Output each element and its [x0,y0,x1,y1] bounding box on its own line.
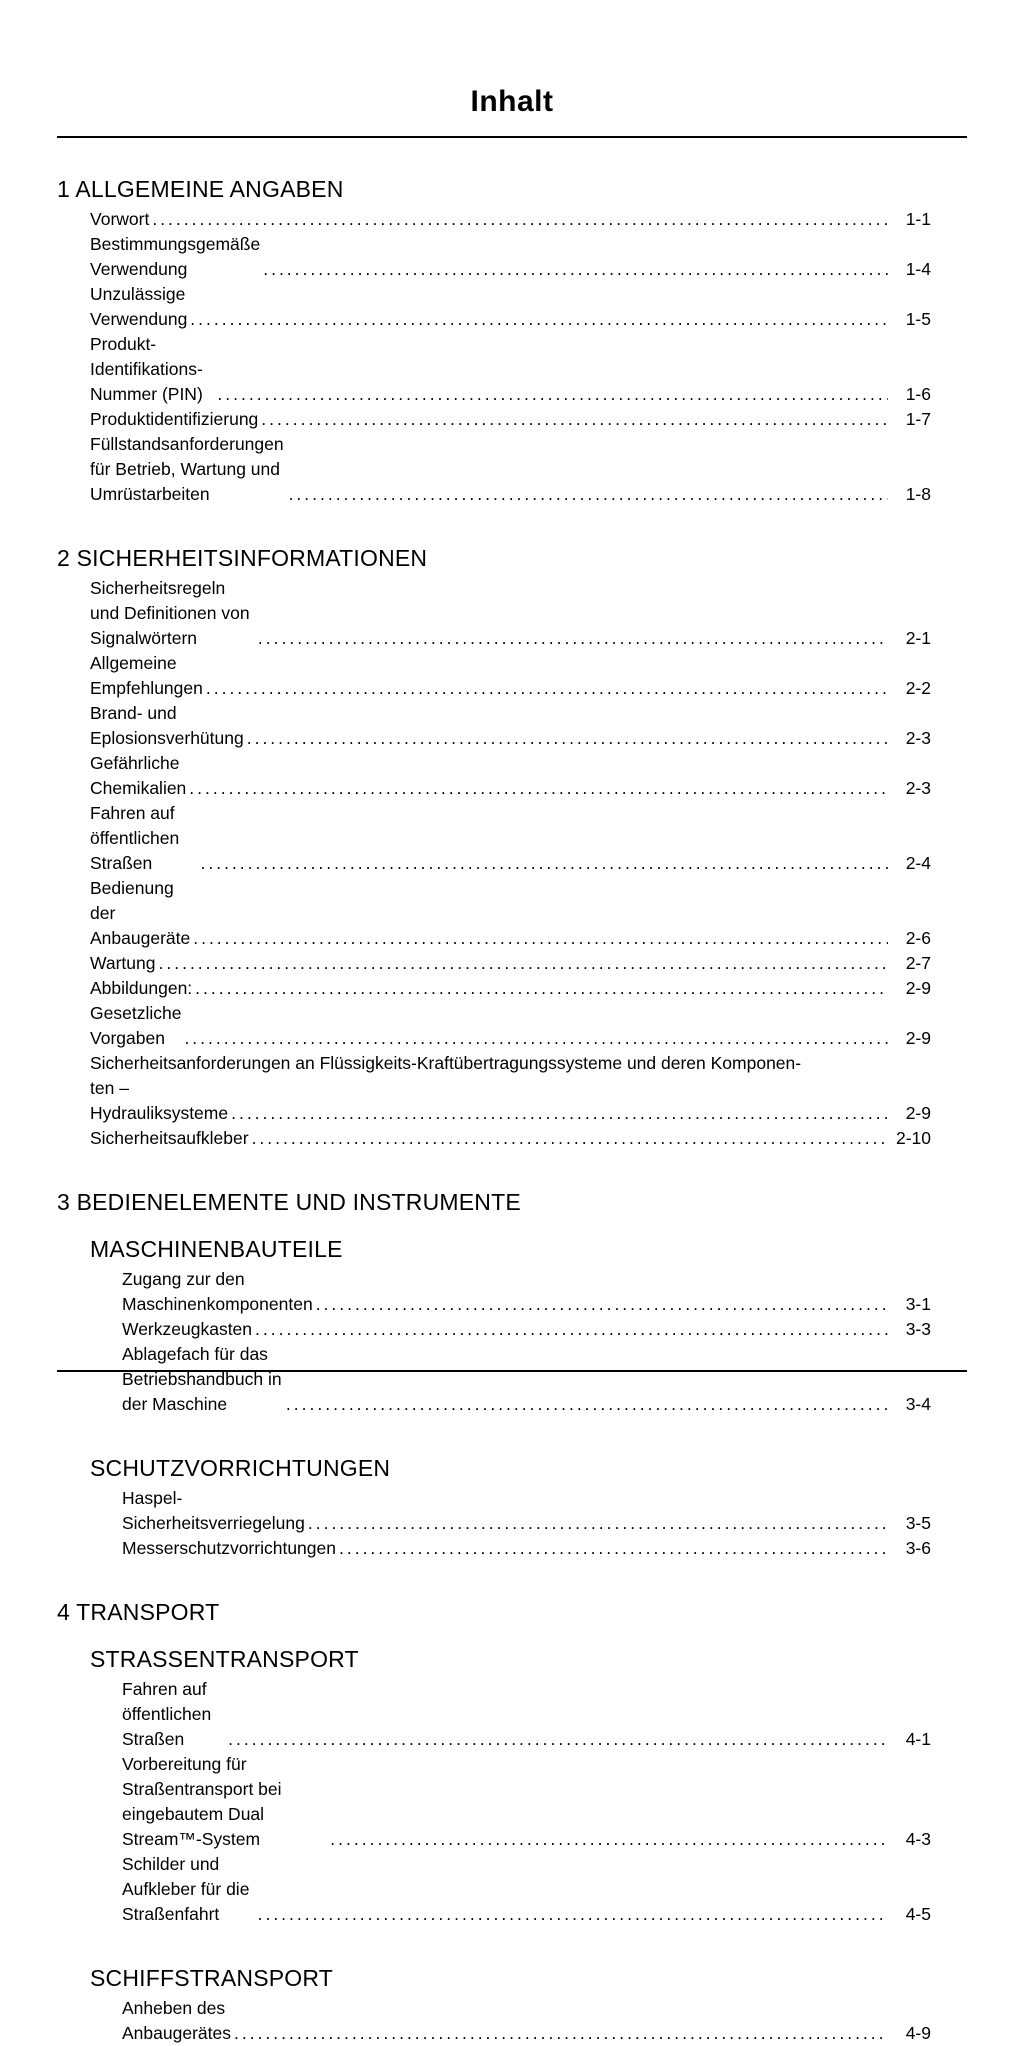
toc-entry-row [122,1486,931,1536]
toc-entry-title: Fahren auf öffentlichen Straßen [90,803,180,873]
toc-entry-page-number: 4-9 [905,2023,931,2043]
toc-entry-page-number: 3-1 [905,1294,931,1314]
toc-entry [90,701,931,751]
leader-dots [258,1902,888,1927]
leader-dots [206,676,888,701]
toc-section-heading: 1 ALLGEMEINE ANGABEN [57,176,344,202]
toc-entry-title: Zugang zur den Maschinenkomponenten [122,1269,313,1314]
toc-entry-page-number: 3-4 [905,1394,931,1414]
toc-entry [122,1536,931,1561]
toc-entry-page-number: 2-6 [905,928,931,948]
toc-entry [122,1267,931,1317]
toc-entry-row [90,876,931,951]
leader-dots [308,1511,888,1536]
page-title: Inhalt [470,85,554,118]
toc-entry-page-number: 2-2 [905,678,931,698]
toc-subsection [90,1455,967,1561]
toc-entry-title: Allgemeine Empfehlungen [90,653,203,698]
toc-entry [122,1752,931,1852]
leader-dots [189,776,888,801]
toc-entry-row [90,432,931,507]
toc-entry-row [90,801,931,876]
toc-entry-row [90,701,931,751]
leader-dots [217,382,888,407]
toc-entry [122,1677,931,1752]
toc-section-heading: 3 BEDIENELEMENTE UND INSTRUMENTE [57,1189,521,1215]
toc-entry-title: Brand- und Eplosionsverhütung [90,703,244,748]
toc-entry [90,1001,931,1051]
toc-entry-list [90,207,931,507]
toc-entry-row [122,1342,931,1417]
toc-entry-list [90,576,931,1151]
toc-section [57,545,967,1151]
leader-dots [195,976,888,1001]
toc-entry [90,1051,931,1126]
toc-entry-row [90,332,931,407]
toc-section-heading: 4 TRANSPORT [57,1599,220,1625]
toc-entry [90,876,931,951]
toc-entry [90,207,931,232]
leader-dots [286,1392,888,1417]
leader-dots [184,1026,888,1051]
toc-section [57,1189,967,1561]
leader-dots [316,1292,888,1317]
toc-section [57,176,967,507]
toc-entry-page-number: 1-1 [905,209,931,229]
toc-sections [57,176,967,2046]
toc-entry-page-number: 4-3 [905,1829,931,1849]
toc-subsection [90,1646,967,1927]
toc-entry-title: Anheben des Anbaugerätes [122,1998,231,2043]
toc-entry [90,332,931,407]
toc-entry [122,1317,931,1342]
toc-entry-page-number: 1-5 [905,309,931,329]
leader-dots [339,1536,888,1561]
toc-entry [122,1996,931,2046]
toc-entry-row [90,576,931,651]
leader-dots [252,1126,888,1151]
leader-dots [263,257,888,282]
toc-subsection-heading: SCHUTZVORRICHTUNGEN [90,1455,391,1481]
toc-entry-row [90,1001,931,1051]
toc-entry-page-number: 2-10 [895,1128,931,1148]
toc-entry-title: Werkzeugkasten [122,1319,253,1339]
toc-entry-page-number: 2-9 [905,1028,931,1048]
toc-entry-row [90,407,931,432]
toc-entry-title: Bedienung der Anbaugeräte [90,878,191,948]
toc-entry-row [90,951,931,976]
toc-entry-title: Sicherheitsaufkleber [90,1128,249,1148]
toc-entry-list [122,1267,931,1417]
toc-entry [90,801,931,876]
toc-subsection [90,1965,967,2046]
toc-entry-list [122,1996,931,2046]
toc-entry-row [122,1996,931,2046]
toc-entry [90,282,931,332]
toc-entry-title: Wartung [90,953,156,973]
leader-dots [231,1101,888,1126]
leader-dots [234,2021,888,2046]
toc-entry-row [90,282,931,332]
title-divider [57,136,967,138]
toc-entry-row [122,1752,931,1852]
toc-entry [90,1126,931,1151]
leader-dots [159,951,889,976]
toc-subsection [90,1236,967,1417]
toc-entry [90,576,931,651]
toc-entry-row [122,1536,931,1561]
toc-entry-title: Schilder und Aufkleber für die Straßenfahrt [122,1854,250,1924]
toc-entry-list [122,1677,931,1927]
toc-subsection-heading: SCHIFFSTRANSPORT [90,1965,334,1991]
footer-divider [57,1370,967,1372]
leader-dots [190,307,888,332]
toc-entry-title: Füllstandsanforderungen für Betrieb, Wartung und Umrüstarbeiten [90,434,284,504]
toc-entry-title: Unzulässige Verwendung [90,284,188,329]
toc-entry-page-number: 1-4 [905,259,931,279]
toc-entry-wrapped-text: Sicherheitsanforderungen an Flüssigkeits-Kraftübertragungssysteme und deren Komponen- [90,1053,802,1073]
toc-entry-title: Abbildungen: [90,978,193,998]
toc-entry-list [122,1486,931,1561]
toc-entry [90,651,931,701]
toc-entry-page-number: 2-4 [905,853,931,873]
toc-entry-title: Gesetzliche Vorgaben [90,1003,182,1048]
toc-entry-title: Vorbereitung für Straßentransport bei eingebautem Dual Stream™-System [122,1754,282,1849]
leader-dots [228,1727,888,1752]
toc-entry [122,1852,931,1927]
toc-entry [90,432,931,507]
leader-dots [255,1317,888,1342]
toc-entry-title: Produktidentifizierung [90,409,259,429]
toc-entry [90,951,931,976]
leader-dots [258,626,888,651]
toc-entry [90,751,931,801]
toc-entry-row [90,1076,931,1126]
toc-entry-title: Messerschutzvorrichtungen [122,1538,336,1558]
leader-dots [152,207,888,232]
toc-entry-row [122,1267,931,1317]
toc-entry-row [90,232,931,282]
toc-entry-row [122,1852,931,1927]
toc-entry-page-number: 2-3 [905,728,931,748]
toc-entry-title: Bestimmungsgemäße Verwendung [90,234,261,279]
toc-entry [122,1342,931,1417]
leader-dots [247,726,888,751]
toc-entry-page-number: 2-9 [905,978,931,998]
toc-entry-page-number: 3-6 [905,1538,931,1558]
toc-entry-page-number: 4-5 [905,1904,931,1924]
toc-entry-row [90,976,931,1001]
toc-entry-row [122,1677,931,1752]
toc-entry [90,407,931,432]
toc-subsection-heading: MASCHINENBAUTEILE [90,1236,343,1262]
toc-entry-page-number: 1-7 [905,409,931,429]
leader-dots [193,926,888,951]
toc-entry [90,232,931,282]
toc-entry-row [122,1317,931,1342]
toc-section [57,1599,967,2046]
toc-entry-page-number: 3-5 [905,1513,931,1533]
toc-entry-title: Ablagefach für das Betriebshandbuch in der Maschine [122,1344,282,1414]
toc-entry-row [90,1126,931,1151]
toc-entry-title: Fahren auf öffentlichen Straßen [122,1679,212,1749]
toc-entry-title: Produkt-Identifikations-Nummer (PIN) [90,334,203,404]
toc-entry-title: Haspel-Sicherheitsverriegelung [122,1488,305,1533]
toc-entry-page-number: 2-7 [905,953,931,973]
toc-entry [90,976,931,1001]
toc-entry-row [90,751,931,801]
leader-dots [200,851,888,876]
toc-entry-title: ten – Hydrauliksysteme [90,1078,229,1123]
leader-dots [289,482,888,507]
toc-entry-title: Vorwort [90,209,150,229]
toc-entry-page-number: 2-9 [905,1103,931,1123]
toc-entry-page-number: 2-3 [905,778,931,798]
toc-entry-title: Gefährliche Chemikalien [90,753,187,798]
toc-entry-page-number: 1-8 [905,484,931,504]
toc-entry [122,1486,931,1536]
toc-entry-page-number: 4-1 [905,1729,931,1749]
toc-section-heading: 2 SICHERHEITSINFORMATIONEN [57,545,428,571]
toc-subsection-heading: STRASSENTRANSPORT [90,1646,359,1672]
leader-dots [330,1827,888,1852]
toc-entry-row [90,207,931,232]
toc-entry-row [90,651,931,701]
toc-entry-title: Sicherheitsregeln und Definitionen von Signalwörtern [90,578,250,648]
toc-entry-page-number: 3-3 [905,1319,931,1339]
toc-entry-page-number: 1-6 [905,384,931,404]
leader-dots [261,407,888,432]
toc-entry-page-number: 2-1 [905,628,931,648]
